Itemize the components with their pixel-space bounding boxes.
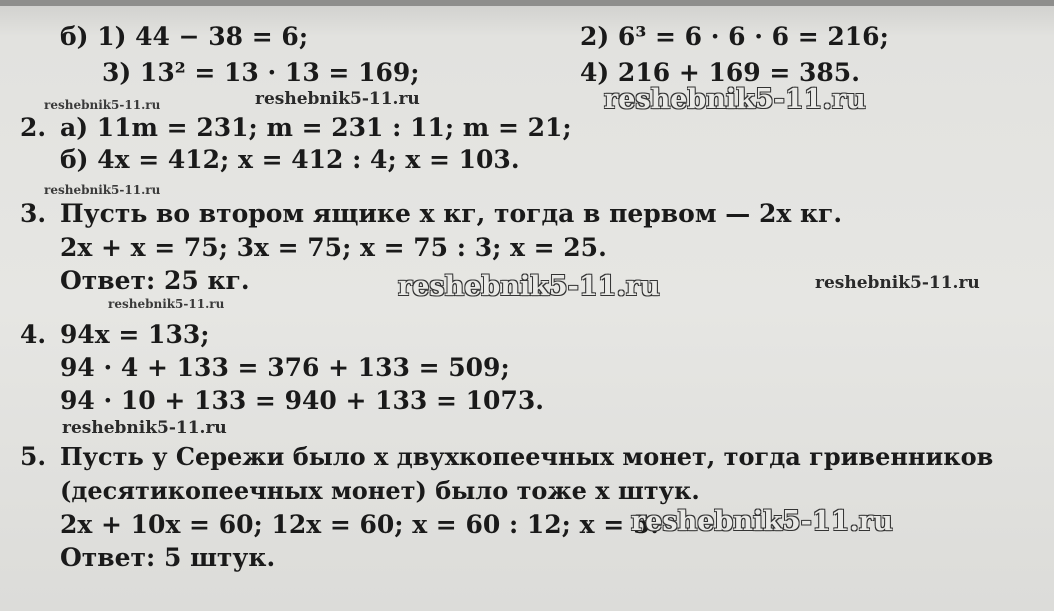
watermark-small: reshebnik5-11.ru xyxy=(108,297,225,311)
task-5-line-1: Пусть у Сережи было x двухкопеечных монет, тогда гривенников xyxy=(60,442,994,471)
watermark-big: reshebnik5-11.ru xyxy=(631,506,893,537)
task-2-number: 2. xyxy=(20,113,47,142)
task-5-line-3: 2x + 10x = 60; 12x = 60; x = 60 : 12; x = 5. xyxy=(60,510,659,539)
watermark-mid: reshebnik5-11.ru xyxy=(815,273,980,293)
task-5-number: 5. xyxy=(20,442,47,471)
watermark-big: reshebnik5-11.ru xyxy=(604,84,866,115)
line-b2: 2) 6³ = 6 · 6 · 6 = 216; xyxy=(580,22,889,51)
task-4-line-3: 94 · 10 + 133 = 940 + 133 = 1073. xyxy=(60,386,544,415)
task-5-line-2: (десятикопеечных монет) было тоже x штук. xyxy=(60,476,700,505)
task-4-number: 4. xyxy=(20,320,47,349)
watermark-mid: reshebnik5-11.ru xyxy=(255,89,420,109)
task-4-line-2: 94 · 4 + 133 = 376 + 133 = 509; xyxy=(60,353,510,382)
task-3-line-2: 2x + x = 75; 3x = 75; x = 75 : 3; x = 25. xyxy=(60,233,607,262)
watermark-small: reshebnik5-11.ru xyxy=(44,183,161,197)
line-b1: б) 1) 44 − 38 = 6; xyxy=(60,22,309,51)
task-3-number: 3. xyxy=(20,199,47,228)
task-3-answer: Ответ: 25 кг. xyxy=(60,266,250,295)
task-5-answer: Ответ: 5 штук. xyxy=(60,543,276,572)
watermark-small: reshebnik5-11.ru xyxy=(44,98,161,112)
task-3-line-1: Пусть во втором ящике x кг, тогда в первом — 2x кг. xyxy=(60,199,843,228)
task-2a: а) 11m = 231; m = 231 : 11; m = 21; xyxy=(60,113,572,142)
task-2b: б) 4x = 412; x = 412 : 4; x = 103. xyxy=(60,145,520,174)
line-b3: 3) 13² = 13 · 13 = 169; xyxy=(102,58,420,87)
task-4-line-1: 94x = 133; xyxy=(60,320,210,349)
watermark-big: reshebnik5-11.ru xyxy=(398,271,660,302)
page-edge xyxy=(0,0,1054,6)
line-b4: 4) 216 + 169 = 385. xyxy=(580,58,860,87)
watermark-mid: reshebnik5-11.ru xyxy=(62,418,227,438)
